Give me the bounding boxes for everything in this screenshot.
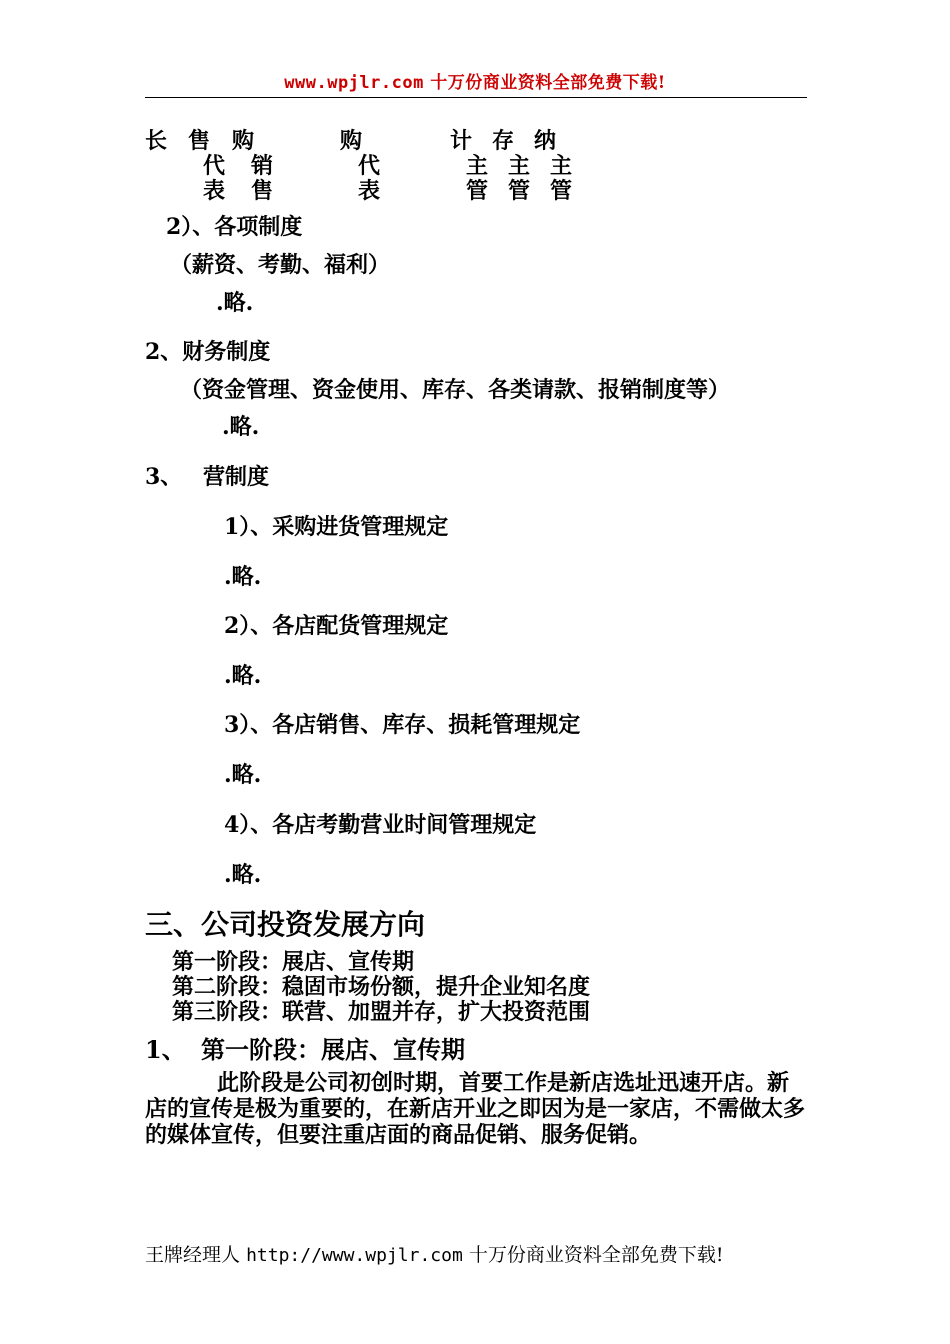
rule-item-title: 3）、各店销售、库存、损耗管理规定 (224, 712, 581, 738)
header-slogan: 十万份商业资料全部免费下载! (430, 73, 666, 93)
header-url-link[interactable]: www.wpjlr.com (284, 73, 424, 93)
footer-brand: 王牌经理人 (145, 1244, 241, 1266)
org-chart-cell: 售 (251, 178, 286, 204)
chapter-title: 三、公司投资发展方向 (145, 908, 426, 941)
page-footer (145, 1240, 724, 1267)
footer-slogan: 十万份商业资料全部免费下载! (468, 1244, 724, 1266)
org-chart-cell: 表 (203, 178, 238, 204)
org-chart-cell: 管 (466, 178, 501, 204)
rule-item-title: 2）、各店配货管理规定 (224, 613, 449, 639)
rule-item-title: 1）、采购进货管理规定 (224, 514, 449, 540)
subsection-title: 2）、各项制度 (166, 214, 303, 240)
org-chart-cell: 主 (508, 153, 543, 179)
org-chart-cell: 购 (340, 128, 375, 154)
body-paragraph (145, 1070, 810, 1148)
omitted-text: .略. (222, 414, 260, 440)
org-chart-cell: 销 (251, 153, 286, 179)
org-chart-cell: 购 (232, 128, 267, 154)
omitted-text: .略. (216, 290, 254, 316)
omitted-text: .略. (224, 862, 262, 888)
org-chart-cell: 代 (203, 153, 238, 179)
section-title: 营制度 (203, 464, 270, 490)
org-chart-cell: 主 (466, 153, 501, 179)
org-chart-cell: 管 (550, 178, 585, 204)
org-chart-cell: 主 (550, 153, 585, 179)
section-number: 3、 (145, 464, 183, 490)
header-divider (145, 97, 807, 98)
stage-line: 第三阶段：联营、加盟并存，扩大投资范围 (172, 999, 591, 1025)
footer-url-link[interactable]: http://www.wpjlr.com (246, 1245, 463, 1266)
omitted-text: .略. (224, 663, 262, 689)
org-chart-cell: 计 (450, 128, 485, 154)
section-title: 第一阶段：展店、宣传期 (201, 1035, 465, 1064)
subsection-desc: （薪资、考勤、福利） (170, 252, 391, 278)
section-title: 2、财务制度 (145, 339, 271, 365)
org-chart-cell: 纳 (534, 128, 569, 154)
stage-line: 第二阶段：稳固市场份额，提升企业知名度 (172, 974, 591, 1000)
org-chart-cell: 表 (358, 178, 393, 204)
omitted-text: .略. (224, 564, 262, 590)
paragraph-text: 此阶段是公司初创时期，首要工作是新店选址迅速开店。新店的宣传是极为重要的，在新店开业之即因为是一家店，不需做太多的媒体宣传，但要注重店面的商品促销、服务促销。 (145, 1070, 806, 1148)
org-chart-cell: 存 (492, 128, 527, 154)
section-desc: （资金管理、资金使用、库存、各类请款、报销制度等） (180, 377, 731, 403)
stage-line: 第一阶段：展店、宣传期 (172, 949, 415, 975)
omitted-text: .略. (224, 762, 262, 788)
org-chart-cell: 管 (508, 178, 543, 204)
section-number: 1、 (145, 1035, 186, 1064)
org-chart-cell: 售 (188, 128, 223, 154)
org-chart-cell: 长 (145, 128, 180, 154)
rule-item-title: 4）、各店考勤营业时间管理规定 (224, 812, 537, 838)
org-chart-cell: 代 (358, 153, 393, 179)
page-header (0, 68, 950, 93)
